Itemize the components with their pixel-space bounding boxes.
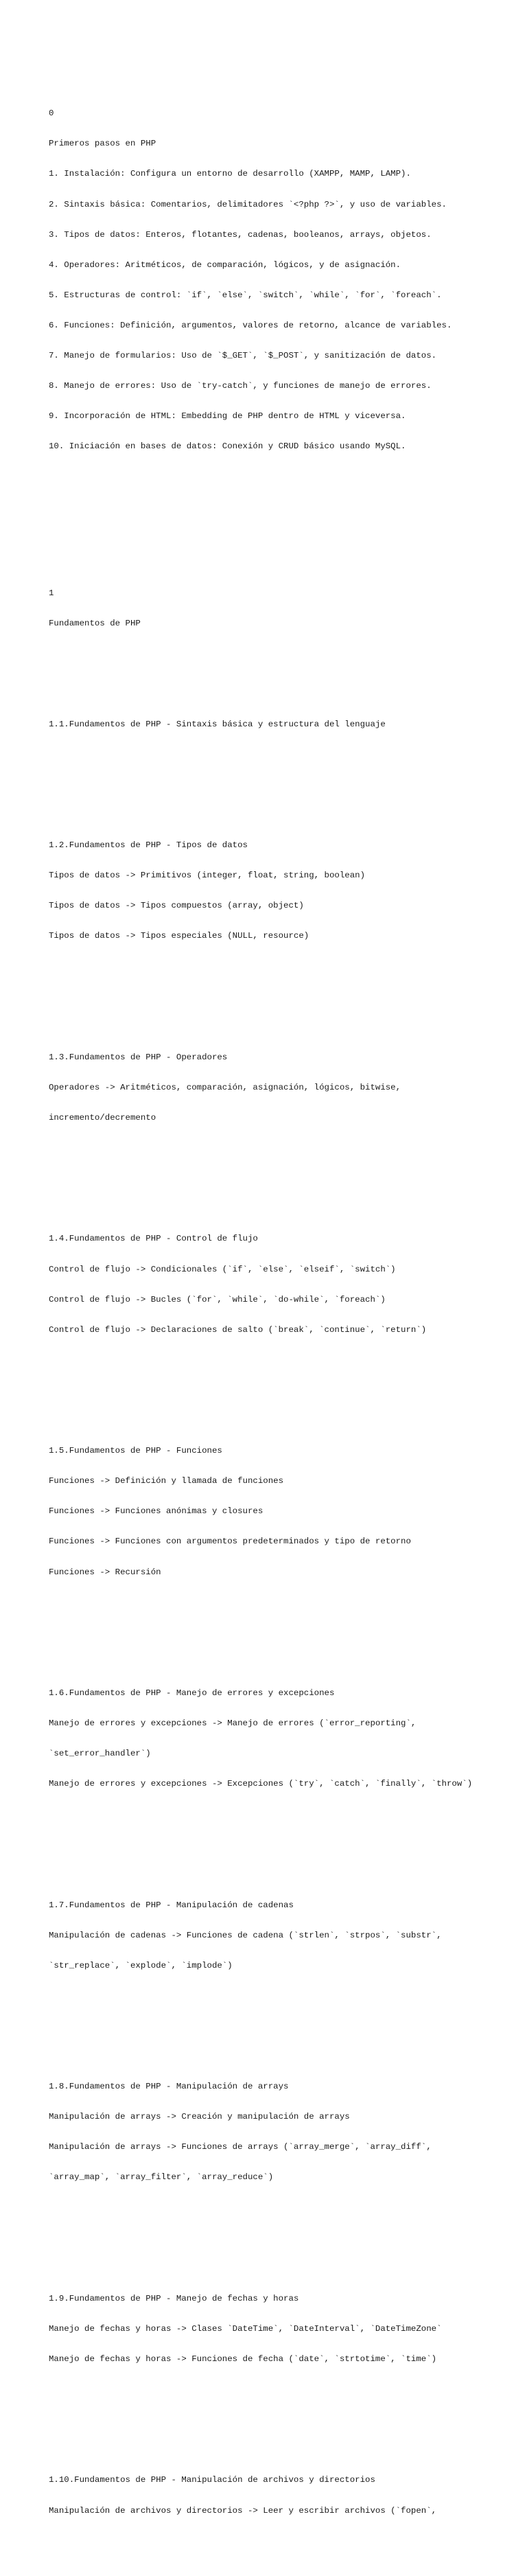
- list-item: 6. Funciones: Definición, argumentos, valores de retorno, alcance de variables.: [49, 320, 452, 330]
- section-number: 1: [49, 588, 54, 598]
- subsection-1-5: [49, 1426, 515, 1598]
- subsection-heading: 1.2.Fundamentos de PHP - Tipos de datos: [49, 840, 248, 851]
- subsection-1-10: [49, 2455, 515, 2536]
- subsection-heading: 1.3.Fundamentos de PHP - Operadores: [49, 1052, 228, 1062]
- list-item: 2. Sintaxis básica: Comentarios, delimitadores `<?php ?>`, y uso de variables.: [49, 199, 447, 209]
- section-0: [49, 89, 515, 472]
- subsection-1-4: [49, 1214, 515, 1355]
- subsection-line: Manejo de fechas y horas -> Funciones de fecha (`date`, `strtotime`, `time`): [49, 2354, 437, 2365]
- subsection-heading: 1.8.Fundamentos de PHP - Manipulación de arrays: [49, 2082, 289, 2092]
- subsection-1-7: [49, 1880, 515, 1991]
- subsection-heading: 1.6.Fundamentos de PHP - Manejo de errores y excepciones: [49, 1688, 335, 1698]
- subsection-heading: 1.10.Fundamentos de PHP - Manipulación de archivos y directorios: [49, 2475, 375, 2485]
- subsection-line: Funciones -> Funciones con argumentos predeterminados y tipo de retorno: [49, 1537, 411, 1547]
- list-item: 4. Operadores: Aritméticos, de comparación, lógicos, y de asignación.: [49, 260, 401, 270]
- subsection-1-9: [49, 2273, 515, 2384]
- subsection-heading: 1.7.Fundamentos de PHP - Manipulación de cadenas: [49, 1900, 294, 1910]
- subsection-line: Control de flujo -> Declaraciones de salto (`break`, `continue`, `return`): [49, 1324, 427, 1335]
- list-item: 7. Manejo de formularios: Uso de `$_GET`, `$_POST`, y sanitización de datos.: [49, 350, 437, 360]
- subsection-line: Control de flujo -> Bucles (`for`, `while`, `do-while`, `foreach`): [49, 1294, 386, 1304]
- subsection-line: Funciones -> Funciones anónimas y closures: [49, 1506, 264, 1517]
- list-item: 5. Estructuras de control: `if`, `else`, `switch`, `while`, `for`, `foreach`.: [49, 290, 442, 300]
- list-item: 8. Manejo de errores: Uso de `try-catch`, y funciones de manejo de errores.: [49, 381, 432, 391]
- subsection-heading: 1.1.Fundamentos de PHP - Sintaxis básica y estructura del lenguaje: [49, 719, 386, 729]
- subsection-line: Manipulación de cadenas -> Funciones de cadena (`strlen`, `strpos`, `substr`,: [49, 1930, 442, 1940]
- document-page: [49, 48, 515, 2576]
- subsection-1-3: [49, 1032, 515, 1143]
- section-title: Primeros pasos en PHP: [49, 139, 156, 149]
- subsection-line: Tipos de datos -> Primitivos (integer, float, string, boolean): [49, 871, 366, 881]
- list-item: 9. Incorporación de HTML: Embedding de PHP dentro de HTML y viceversa.: [49, 411, 406, 422]
- subsection-line: Manipulación de archivos y directorios -> Leer y escribir archivos (`fopen`,: [49, 2505, 437, 2516]
- subsection-line: `set_error_handler`): [49, 1749, 151, 1759]
- subsection-1-8: [49, 2062, 515, 2203]
- subsection-line: Manipulación de arrays -> Creación y manipulación de arrays: [49, 2112, 350, 2122]
- subsection-line: Manejo de errores y excepciones -> Manejo de errores (`error_reporting`,: [49, 1718, 417, 1729]
- subsection-line: `array_map`, `array_filter`, `array_reduce`): [49, 2172, 274, 2183]
- subsection-1-1: [49, 699, 515, 750]
- list-item: 1. Instalación: Configura un entorno de desarrollo (XAMPP, MAMP, LAMP).: [49, 169, 411, 179]
- subsection-line: Operadores -> Aritméticos, comparación, asignación, lógicos, bitwise,: [49, 1082, 401, 1092]
- subsection-line: Manejo de errores y excepciones -> Excepciones (`try`, `catch`, `finally`, `throw`): [49, 1779, 473, 1789]
- subsection-1-6: [49, 1668, 515, 1810]
- list-item: 10. Iniciación en bases de datos: Conexión y CRUD básico usando MySQL.: [49, 441, 406, 452]
- subsection-line: Funciones -> Definición y llamada de funciones: [49, 1476, 284, 1486]
- subsection-line: Tipos de datos -> Tipos compuestos (array, object): [49, 901, 304, 911]
- subsection-heading: 1.5.Fundamentos de PHP - Funciones: [49, 1446, 222, 1456]
- subsection-line: Tipos de datos -> Tipos especiales (NULL, resource): [49, 931, 309, 941]
- section-title: Fundamentos de PHP: [49, 618, 141, 628]
- subsection-line: Control de flujo -> Condicionales (`if`, `else`, `elseif`, `switch`): [49, 1264, 396, 1274]
- list-item: 3. Tipos de datos: Enteros, flotantes, cadenas, booleanos, arrays, objetos.: [49, 229, 432, 240]
- section-number: 0: [49, 108, 54, 119]
- subsection-heading: 1.9.Fundamentos de PHP - Manejo de fechas y horas: [49, 2293, 299, 2303]
- subsection-1-2: [49, 820, 515, 962]
- subsection-line: Manipulación de arrays -> Funciones de arrays (`array_merge`, `array_diff`,: [49, 2142, 432, 2152]
- subsection-line: `str_replace`, `explode`, `implode`): [49, 1960, 233, 1970]
- section-1: [49, 568, 515, 2556]
- subsection-line: incremento/decremento: [49, 1113, 156, 1123]
- subsection-line: Funciones -> Recursión: [49, 1567, 161, 1577]
- subsection-heading: 1.4.Fundamentos de PHP - Control de flujo: [49, 1234, 258, 1244]
- subsection-line: Manejo de fechas y horas -> Clases `DateTime`, `DateInterval`, `DateTimeZone`: [49, 2323, 442, 2334]
